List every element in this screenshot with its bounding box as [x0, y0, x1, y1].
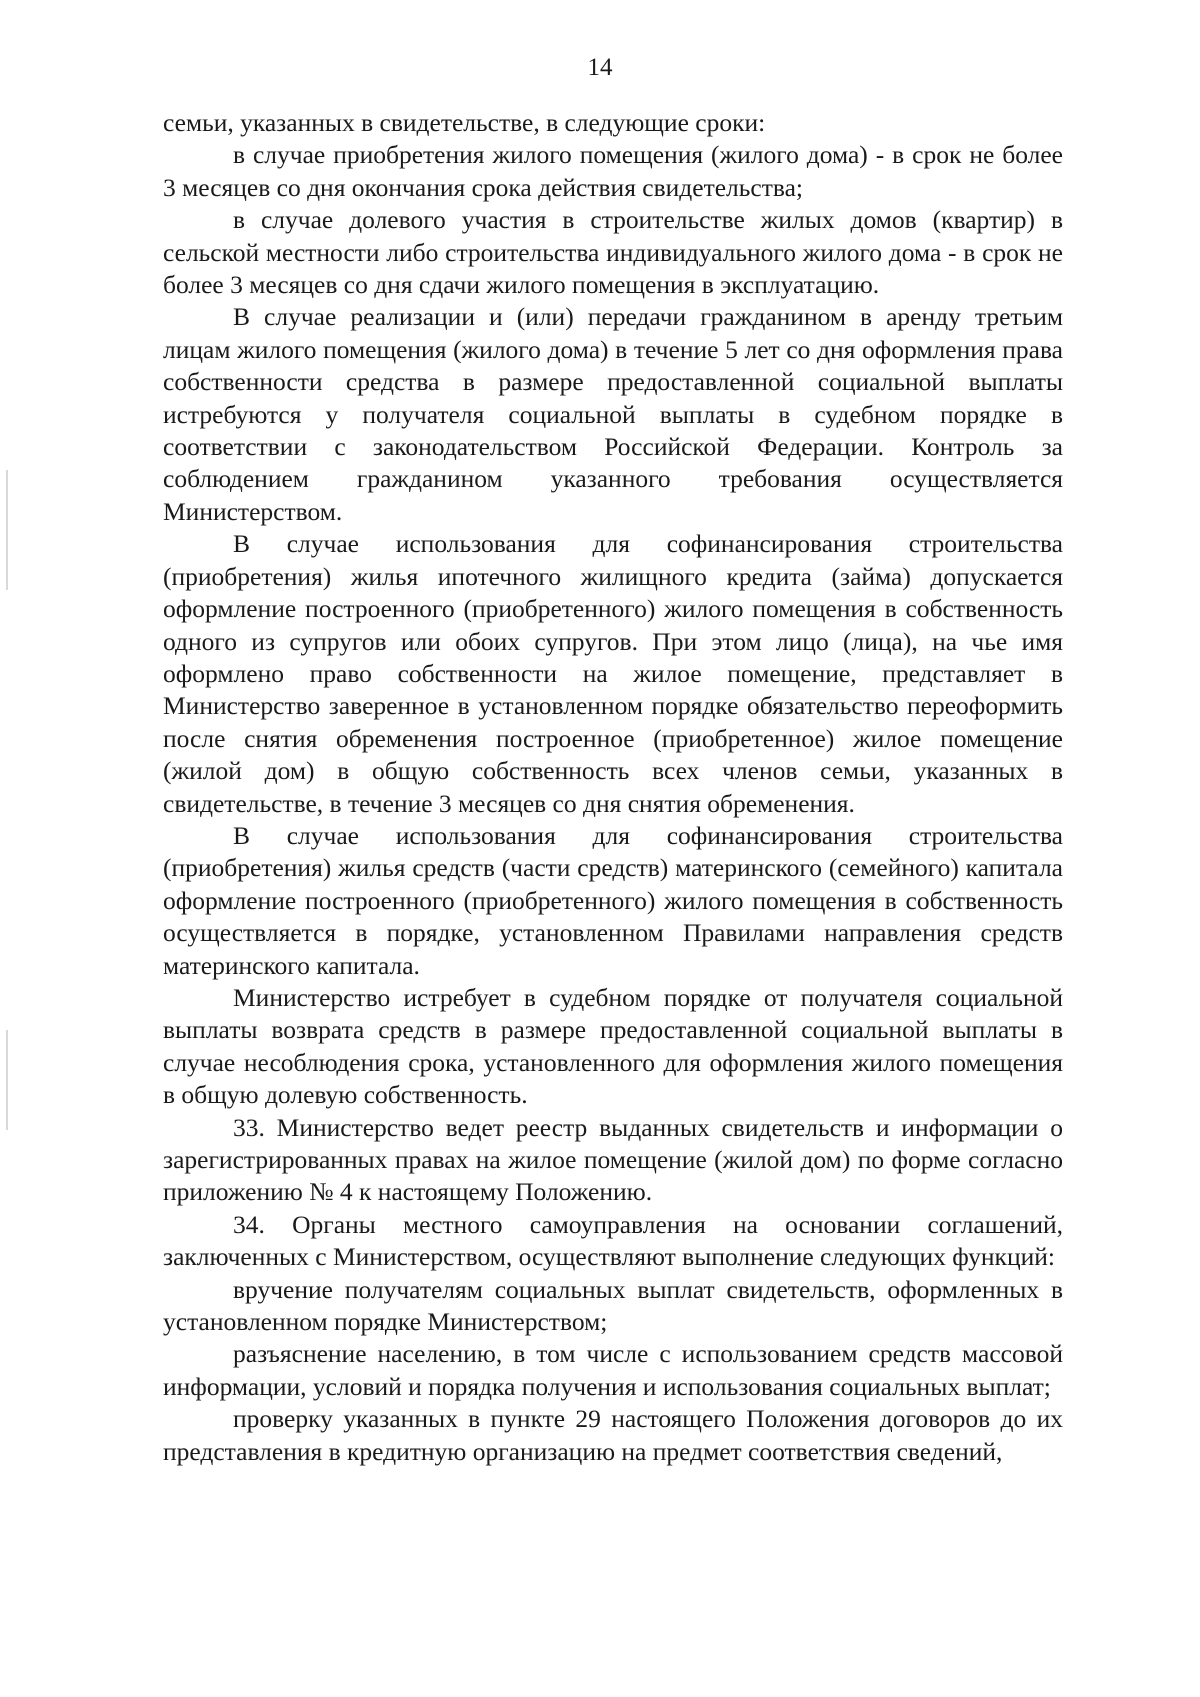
document-body — [163, 107, 1063, 1468]
paragraph: вручение получателям социальных выплат свидетельств, оформленных в установленном порядке Министерством; — [163, 1274, 1063, 1337]
section-33-paragraph: 33. Министерство ведет реестр выданных свидетельств и информации о зарегистрированных правах на жилое помещение (жилой дом) по форме согласно приложению № 4 к настоящему Положению. — [163, 1112, 1063, 1207]
paragraph: проверку указанных в пункте 29 настоящего Положения договоров до их представления в кредитную организацию на предмет соответствия сведений, — [163, 1404, 1063, 1466]
paragraph: семьи, указанных в свидетельстве, в следующие сроки: — [163, 108, 766, 137]
scan-edge-mark — [6, 1030, 8, 1130]
paragraph: в случае долевого участия в строительстве жилых домов (квартир) в сельской местности либо строительства индивидуального жилого дома - в срок не более 3 месяцев со дня сдачи жилого помещения в эксплуатацию. — [163, 205, 1063, 300]
paragraph: В случае использования для софинансирования строительства (приобретения) жилья средств (части средств) материнского (семейного) капитала оформление построенного (приобретенного) жилого помещения в собственность осуществляется в порядке, установленном Правилами направления средств материнского капитала. — [163, 820, 1063, 980]
paragraph: разъяснение населению, в том числе с использованием средств массовой информации, условий и порядка получения и использования социальных выплат; — [163, 1339, 1063, 1401]
section-34-paragraph: 34. Органы местного самоуправления на основании соглашений, заключенных с Министерством, осуществляют выполнение следующих функций: — [163, 1209, 1063, 1272]
paragraph: В случае реализации и (или) передачи гражданином в аренду третьим лицам жилого помещения (жилого дома) в течение 5 лет со дня оформления права собственности средства в размере предоставленной социальной выплаты истребуются у получателя социальной выплаты в судебном порядке в соответствии с законодательством Российской Федерации. Контроль за соблюдением гражданином указанного требования осуществляется Министерством. — [163, 302, 1063, 526]
page-number: 14 — [587, 54, 613, 81]
paragraph: в случае приобретения жилого помещения (жилого дома) - в срок не более 3 месяцев со дня окончания срока действия свидетельства; — [163, 140, 1063, 202]
paragraph: Министерство истребует в судебном порядке от получателя социальной выплаты возврата средств в размере предоставленной социальной выплаты в случае несоблюдения срока, установленного для оформления жилого помещения в общую долевую собственность. — [163, 982, 1063, 1110]
scan-edge-mark — [6, 470, 8, 590]
paragraph: В случае использования для софинансирования строительства (приобретения) жилья ипотечного жилищного кредита (займа) допускается оформление построенного (приобретенного) жилого помещения в собственность одного из супругов или обоих супругов. При этом лицо (лица), на чье имя оформлено право собственности на жилое помещение, представляет в Министерство заверенное в установленном порядке обязательство переоформить после снятия обременения построенное (приобретенное) жилое помещение (жилой дом) в общую собственность всех членов семьи, указанных в свидетельстве, в течение 3 месяцев со дня снятия обременения. — [163, 529, 1063, 818]
